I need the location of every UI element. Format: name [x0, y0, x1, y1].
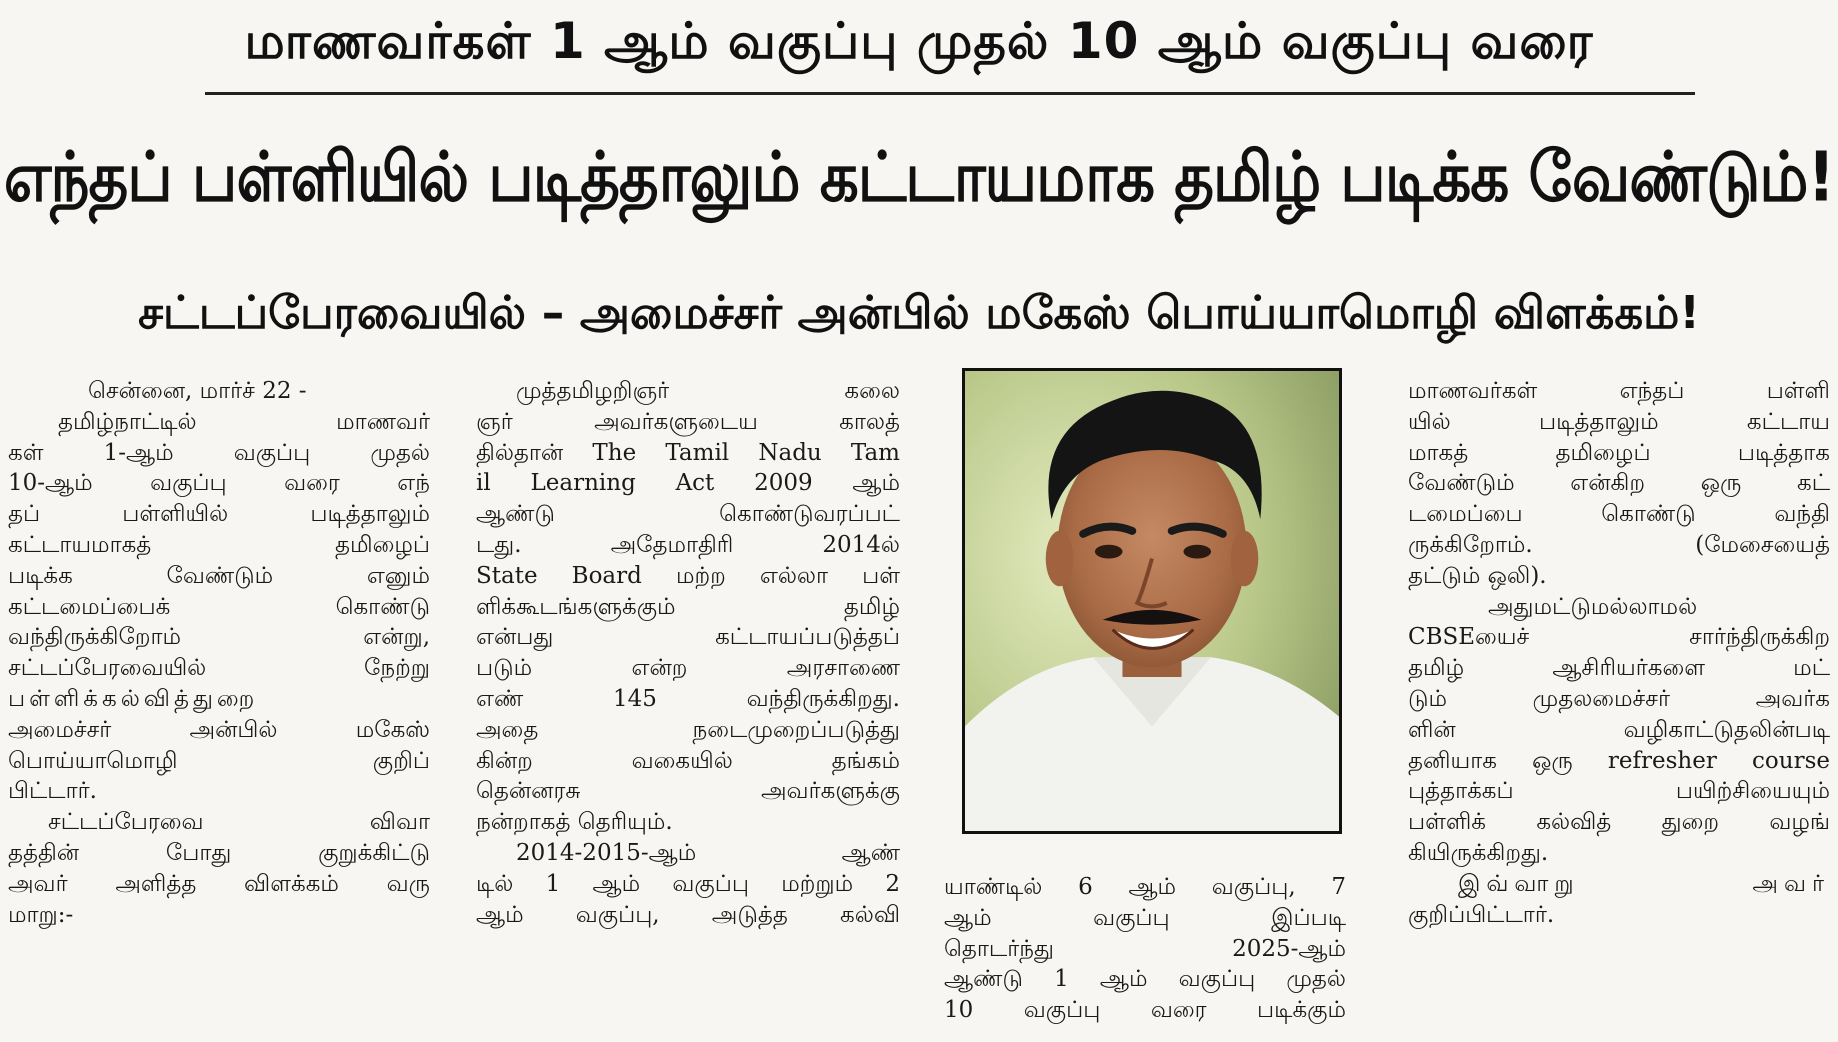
column-line: ஆண்டு கொண்டுவரப்பட் — [476, 501, 900, 528]
article-subheadline: சட்டப்பேரவையில் – அமைச்சர் அன்பில் மகேஸ் பொய்யாமொழி விளக்கம்! — [138, 286, 1700, 339]
column-line: ளிக்கூடங்களுக்கும் தமிழ் — [476, 593, 900, 620]
column-line: அதுமட்டுமல்லாமல் — [1488, 593, 1698, 620]
column-line: ஞர் அவர்களுடைய காலத் — [476, 408, 900, 435]
column-line: படிக்க வேண்டும் எனும் — [8, 562, 430, 589]
column-line: யில் படித்தாலும் கட்டாய — [1408, 408, 1830, 435]
column-line: மாறு:- — [8, 901, 74, 928]
portrait-illustration — [965, 371, 1339, 831]
column-line: CBSEயைச் சார்ந்திருக்கிற — [1408, 624, 1830, 651]
column-line: அதை நடைமுறைப்படுத்து — [476, 716, 900, 743]
column-line: தனியாக ஒரு refresher course — [1408, 747, 1830, 774]
kicker-divider — [205, 92, 1695, 95]
column-line: ளின் வழிகாட்டுதலின்படி — [1408, 716, 1830, 743]
column-line: குறிப்பிட்டார். — [1408, 901, 1555, 928]
column-line: 10 வகுப்பு வரை படிக்கும் — [944, 997, 1346, 1024]
column-line: வந்திருக்கிறோம் என்று, — [8, 624, 430, 651]
article-column-1 — [8, 376, 430, 1026]
column-line: யாண்டில் 6 ஆம் வகுப்பு, 7 — [944, 874, 1346, 900]
column-line: ஆம் வகுப்பு, அடுத்த கல்வி — [476, 901, 900, 928]
column-line: நன்றாகத் தெரியும். — [476, 809, 673, 836]
article-column-3 — [944, 872, 1346, 1032]
article-headline: எந்தப் பள்ளியில் படித்தாலும் கட்டாயமாக தமிழ் படிக்க வேண்டும்! — [3, 137, 1835, 218]
column-line: மாணவர்கள் எந்தப் பள்ளி — [1408, 378, 1830, 404]
column-line: ஆம் வகுப்பு இப்படி — [944, 904, 1346, 931]
column-line: தொடர்ந்து 2025-ஆம் — [944, 935, 1346, 962]
article-kicker: மாணவர்கள் 1 ஆம் வகுப்பு முதல் 10 ஆம் வகுப்பு வரை — [244, 12, 1594, 70]
column-line: என்பது கட்டாயப்படுத்தப் — [476, 624, 900, 651]
column-line: அமைச்சர் அன்பில் மகேஸ் — [8, 716, 430, 743]
column-line: சட்டப்பேரவை விவா — [48, 809, 430, 836]
column-line: ருக்கிறோம். (மேசையைத் — [1408, 531, 1830, 558]
column-line: கட்டாயமாகத் தமிழைப் — [8, 531, 430, 558]
column-line: மாகத் தமிழைப் படித்தாக — [1408, 439, 1830, 466]
column-line: தில்தான் The Tamil Nadu Tam — [476, 439, 900, 466]
column-line: தமிழ்நாட்டில் மாணவர் — [58, 408, 430, 435]
column-line: கள் 1-ஆம் வகுப்பு முதல் — [8, 439, 430, 466]
column-line: பொய்யாமொழி குறிப் — [8, 747, 430, 774]
column-line: படும் என்ற அரசாணை — [476, 655, 900, 682]
column-line: தென்னரசு அவர்களுக்கு — [476, 778, 900, 805]
column-line: கியிருக்கிறது. — [1408, 839, 1549, 866]
column-line: தட்டும் ஒலி). — [1408, 562, 1547, 589]
column-line: டும் முதலமைச்சர் அவர்க — [1408, 685, 1830, 712]
column-line: இவ்வாறு அவர் — [1458, 870, 1830, 897]
column-line: கின்ற வகையில் தங்கம் — [476, 747, 900, 774]
column-line: பிட்டார். — [8, 778, 97, 805]
column-line: புத்தாக்கப் பயிற்சியையும் — [1408, 778, 1830, 805]
column-line: டமைப்பை கொண்டு வந்தி — [1408, 501, 1830, 528]
article-column-4 — [1408, 376, 1830, 1026]
column-line: சட்டப்பேரவையில் நேற்று — [8, 655, 430, 682]
column-line: ஆண்டு 1 ஆம் வகுப்பு முதல் — [944, 966, 1346, 993]
column-line: 2014-2015-ஆம் ஆண் — [516, 839, 900, 866]
column-line: டில் 1 ஆம் வகுப்பு மற்றும் 2 — [476, 870, 900, 897]
column-line: தப் பள்ளியில் படித்தாலும் — [8, 501, 430, 528]
column-line: பள்ளிக்கல்வித்துறை — [8, 685, 259, 712]
column-line: 10-ஆம் வகுப்பு வரை எந் — [8, 470, 430, 497]
column-line: டது. அதேமாதிரி 2014ல் — [476, 531, 900, 558]
column-line: il Learning Act 2009 ஆம் — [476, 470, 900, 497]
column-line: எண் 145 வந்திருக்கிறது. — [476, 685, 900, 712]
column-line: அவர் அளித்த விளக்கம் வரு — [8, 870, 430, 897]
column-line: பள்ளிக் கல்வித் துறை வழங் — [1408, 809, 1830, 836]
column-line: சென்னை, மார்ச் 22 - — [88, 378, 307, 404]
column-line: தமிழ் ஆசிரியர்களை மட் — [1408, 655, 1830, 682]
column-line: வேண்டும் என்கிற ஒரு கட் — [1408, 470, 1830, 497]
minister-photo — [962, 368, 1342, 834]
column-line: State Board மற்ற எல்லா பள் — [476, 562, 900, 589]
article-column-2 — [476, 376, 900, 1026]
column-line: முத்தமிழறிஞர் கலை — [516, 378, 900, 404]
column-line: தத்தின் போது குறுக்கிட்டு — [8, 839, 430, 866]
column-line: கட்டமைப்பைக் கொண்டு — [8, 593, 430, 620]
